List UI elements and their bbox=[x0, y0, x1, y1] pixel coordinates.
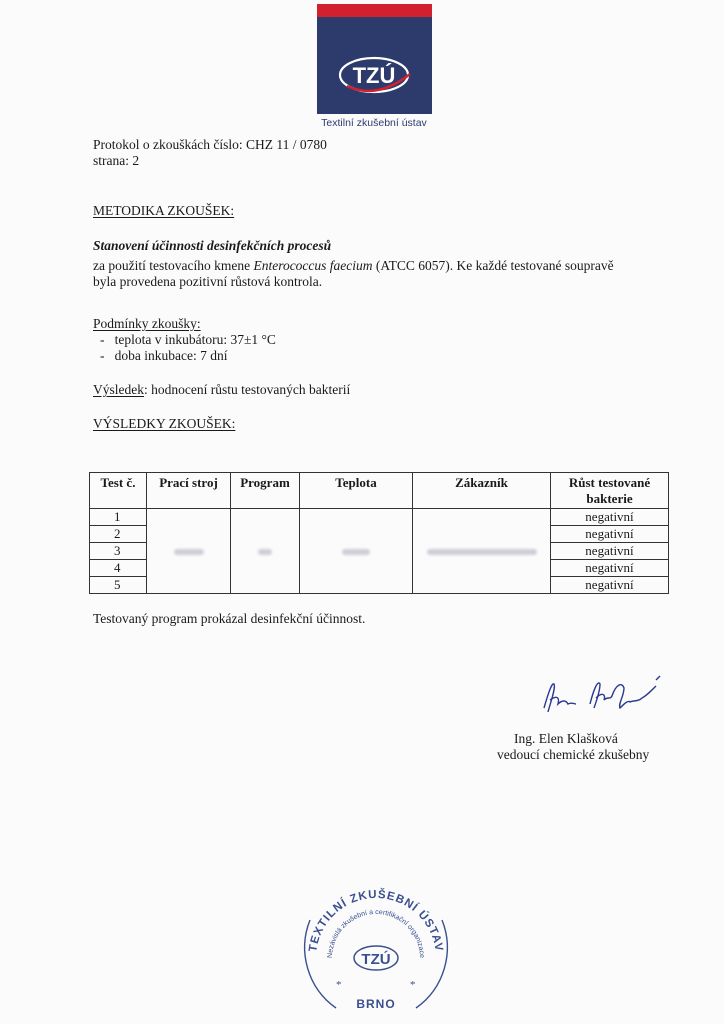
growth-result: negativní bbox=[551, 509, 669, 526]
result-line bbox=[93, 381, 350, 398]
condition-item: - teplota v inkubátoru: 37±1 °C bbox=[100, 332, 276, 347]
method-line-1-post: (ATCC 6057). Ke každé testované soupravě bbox=[372, 258, 614, 273]
tzu-logo-emblem bbox=[317, 4, 432, 114]
table-row bbox=[90, 509, 669, 526]
conclusion: Testovaný program prokázal desinfekční účinnost. bbox=[93, 611, 366, 626]
methodology-heading: METODIKA ZKOUŠEK: bbox=[93, 203, 235, 218]
condition-item: - doba inkubace: 7 dní bbox=[100, 348, 228, 363]
star-icon: * bbox=[336, 979, 342, 991]
growth-result: negativní bbox=[551, 526, 669, 543]
conditions-heading: Podmínky zkoušky: bbox=[93, 316, 201, 331]
page-number: strana: 2 bbox=[93, 153, 140, 168]
col-header: Program bbox=[231, 473, 300, 509]
test-number: 1 bbox=[90, 509, 147, 526]
test-number: 5 bbox=[90, 577, 147, 594]
method-title: Stanovení účinnosti desinfekčních procesů bbox=[93, 238, 332, 253]
program-cell-redacted bbox=[231, 509, 300, 594]
results-table bbox=[89, 472, 669, 594]
method-line-2: byla provedena pozitivní růstová kontrola. bbox=[93, 274, 323, 289]
tzu-logo bbox=[317, 4, 432, 114]
redaction-blur bbox=[174, 549, 204, 555]
method-line-1 bbox=[93, 257, 614, 274]
handwritten-signature bbox=[538, 674, 668, 722]
table-header-row bbox=[90, 473, 669, 509]
test-number: 3 bbox=[90, 543, 147, 560]
signatory-role: vedoucí chemické zkušebny bbox=[497, 747, 650, 762]
results-heading: VÝSLEDKY ZKOUŠEK: bbox=[93, 416, 236, 431]
condition-text: teplota v inkubátoru: 37±1 °C bbox=[114, 332, 276, 347]
test-number: 2 bbox=[90, 526, 147, 543]
growth-result: negativní bbox=[551, 577, 669, 594]
growth-result: negativní bbox=[551, 560, 669, 577]
col-header: Teplota bbox=[300, 473, 413, 509]
method-line-1-pre: za použití testovacího kmene bbox=[93, 258, 254, 273]
temperature-cell-redacted bbox=[300, 509, 413, 594]
col-header: Prací stroj bbox=[147, 473, 231, 509]
test-number: 4 bbox=[90, 560, 147, 577]
col-header: Růst testované bakterie bbox=[551, 473, 669, 509]
redaction-blur bbox=[427, 549, 537, 555]
stamp-logo: TZÚ bbox=[361, 951, 391, 968]
redaction-blur bbox=[258, 549, 272, 555]
result-label: Výsledek bbox=[93, 382, 144, 397]
col-header: Test č. bbox=[90, 473, 147, 509]
condition-text: doba inkubace: 7 dní bbox=[114, 348, 228, 363]
institute-stamp bbox=[296, 880, 456, 1018]
logo-text: TZÚ bbox=[352, 63, 396, 88]
signatory-name: Ing. Elen Klašková bbox=[514, 731, 618, 746]
method-species: Enterococcus faecium bbox=[253, 258, 373, 273]
growth-result: negativní bbox=[551, 543, 669, 560]
stamp-inner-arc-text: Nezávislá zkušební a certifikační organizace bbox=[326, 908, 426, 959]
star-icon: * bbox=[410, 979, 416, 991]
protocol-number: Protokol o zkouškách číslo: CHZ 11 / 0780 bbox=[93, 137, 327, 152]
stamp-city: BRNO bbox=[356, 997, 396, 1011]
redaction-blur bbox=[342, 549, 370, 555]
washer-cell-redacted bbox=[147, 509, 231, 594]
logo-caption: Textilní zkušební ústav bbox=[321, 117, 427, 129]
customer-cell-redacted bbox=[413, 509, 551, 594]
stamp-arc-text: TEXTILNÍ ZKUŠEBNÍ ÚSTAV bbox=[307, 888, 445, 953]
col-header: Zákazník bbox=[413, 473, 551, 509]
result-text: : hodnocení růstu testovaných bakterií bbox=[144, 382, 351, 397]
